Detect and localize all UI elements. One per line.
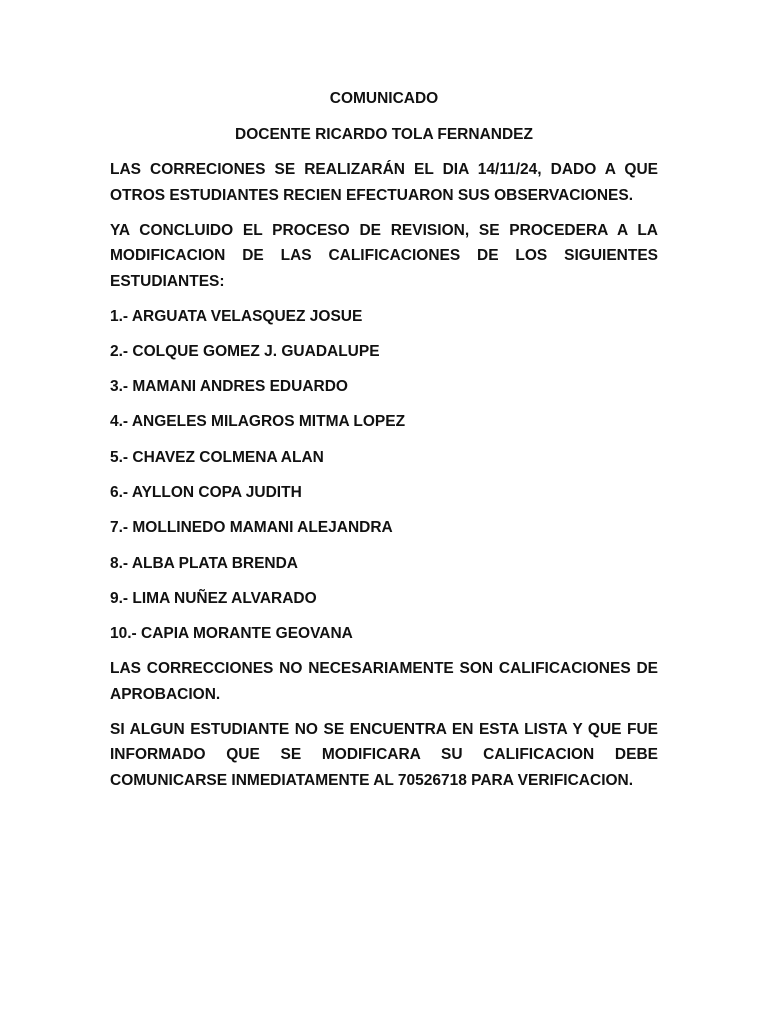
list-item: 10.- CAPIA MORANTE GEOVANA [110, 625, 353, 643]
list-item: 2.- COLQUE GOMEZ J. GUADALUPE [110, 342, 380, 360]
paragraph-contact: SI ALGUN ESTUDIANTE NO SE ENCUENTRA EN ESTA LISTA Y QUE FUE INFORMADO QUE SE MODIFICARA SU CALIFICACION DEBE COMUNICARSE INMEDIATAMENTE AL 70526718 PARA VERIFICACION. [110, 720, 658, 789]
list-item: 5.- CHAVEZ COLMENA ALAN [110, 448, 324, 466]
paragraph-corrections-date: LAS CORRECIONES SE REALIZARÁN EL DIA 14/11/24, DADO A QUE OTROS ESTUDIANTES RECIEN EFECTUARON SUS OBSERVACIONES. [110, 161, 658, 204]
list-item: 9.- LIMA NUÑEZ ALVARADO [110, 589, 317, 607]
document-title: COMUNICADO [329, 90, 439, 107]
document-body [110, 86, 658, 803]
student-list [110, 304, 658, 647]
list-item: 4.- ANGELES MILAGROS MITMA LOPEZ [110, 413, 406, 431]
list-item: 1.- ARGUATA VELASQUEZ JOSUE [110, 307, 363, 325]
list-item: 3.- MAMANI ANDRES EDUARDO [110, 378, 348, 396]
paragraph-not-approval: LAS CORRECCIONES NO NECESARIAMENTE SON CALIFICACIONES DE APROBACION. [110, 660, 658, 703]
list-item: 6.- AYLLON COPA JUDITH [110, 483, 302, 501]
list-item: 8.- ALBA PLATA BRENDA [110, 554, 298, 572]
list-item: 7.- MOLLINEDO MAMANI ALEJANDRA [110, 519, 393, 537]
document-subtitle: DOCENTE RICARDO TOLA FERNANDEZ [235, 125, 533, 143]
paragraph-review-concluded: YA CONCLUIDO EL PROCESO DE REVISION, SE PROCEDERA A LA MODIFICACION DE LAS CALIFICACIONES DE LOS SIGUIENTES ESTUDIANTES: [110, 221, 658, 290]
